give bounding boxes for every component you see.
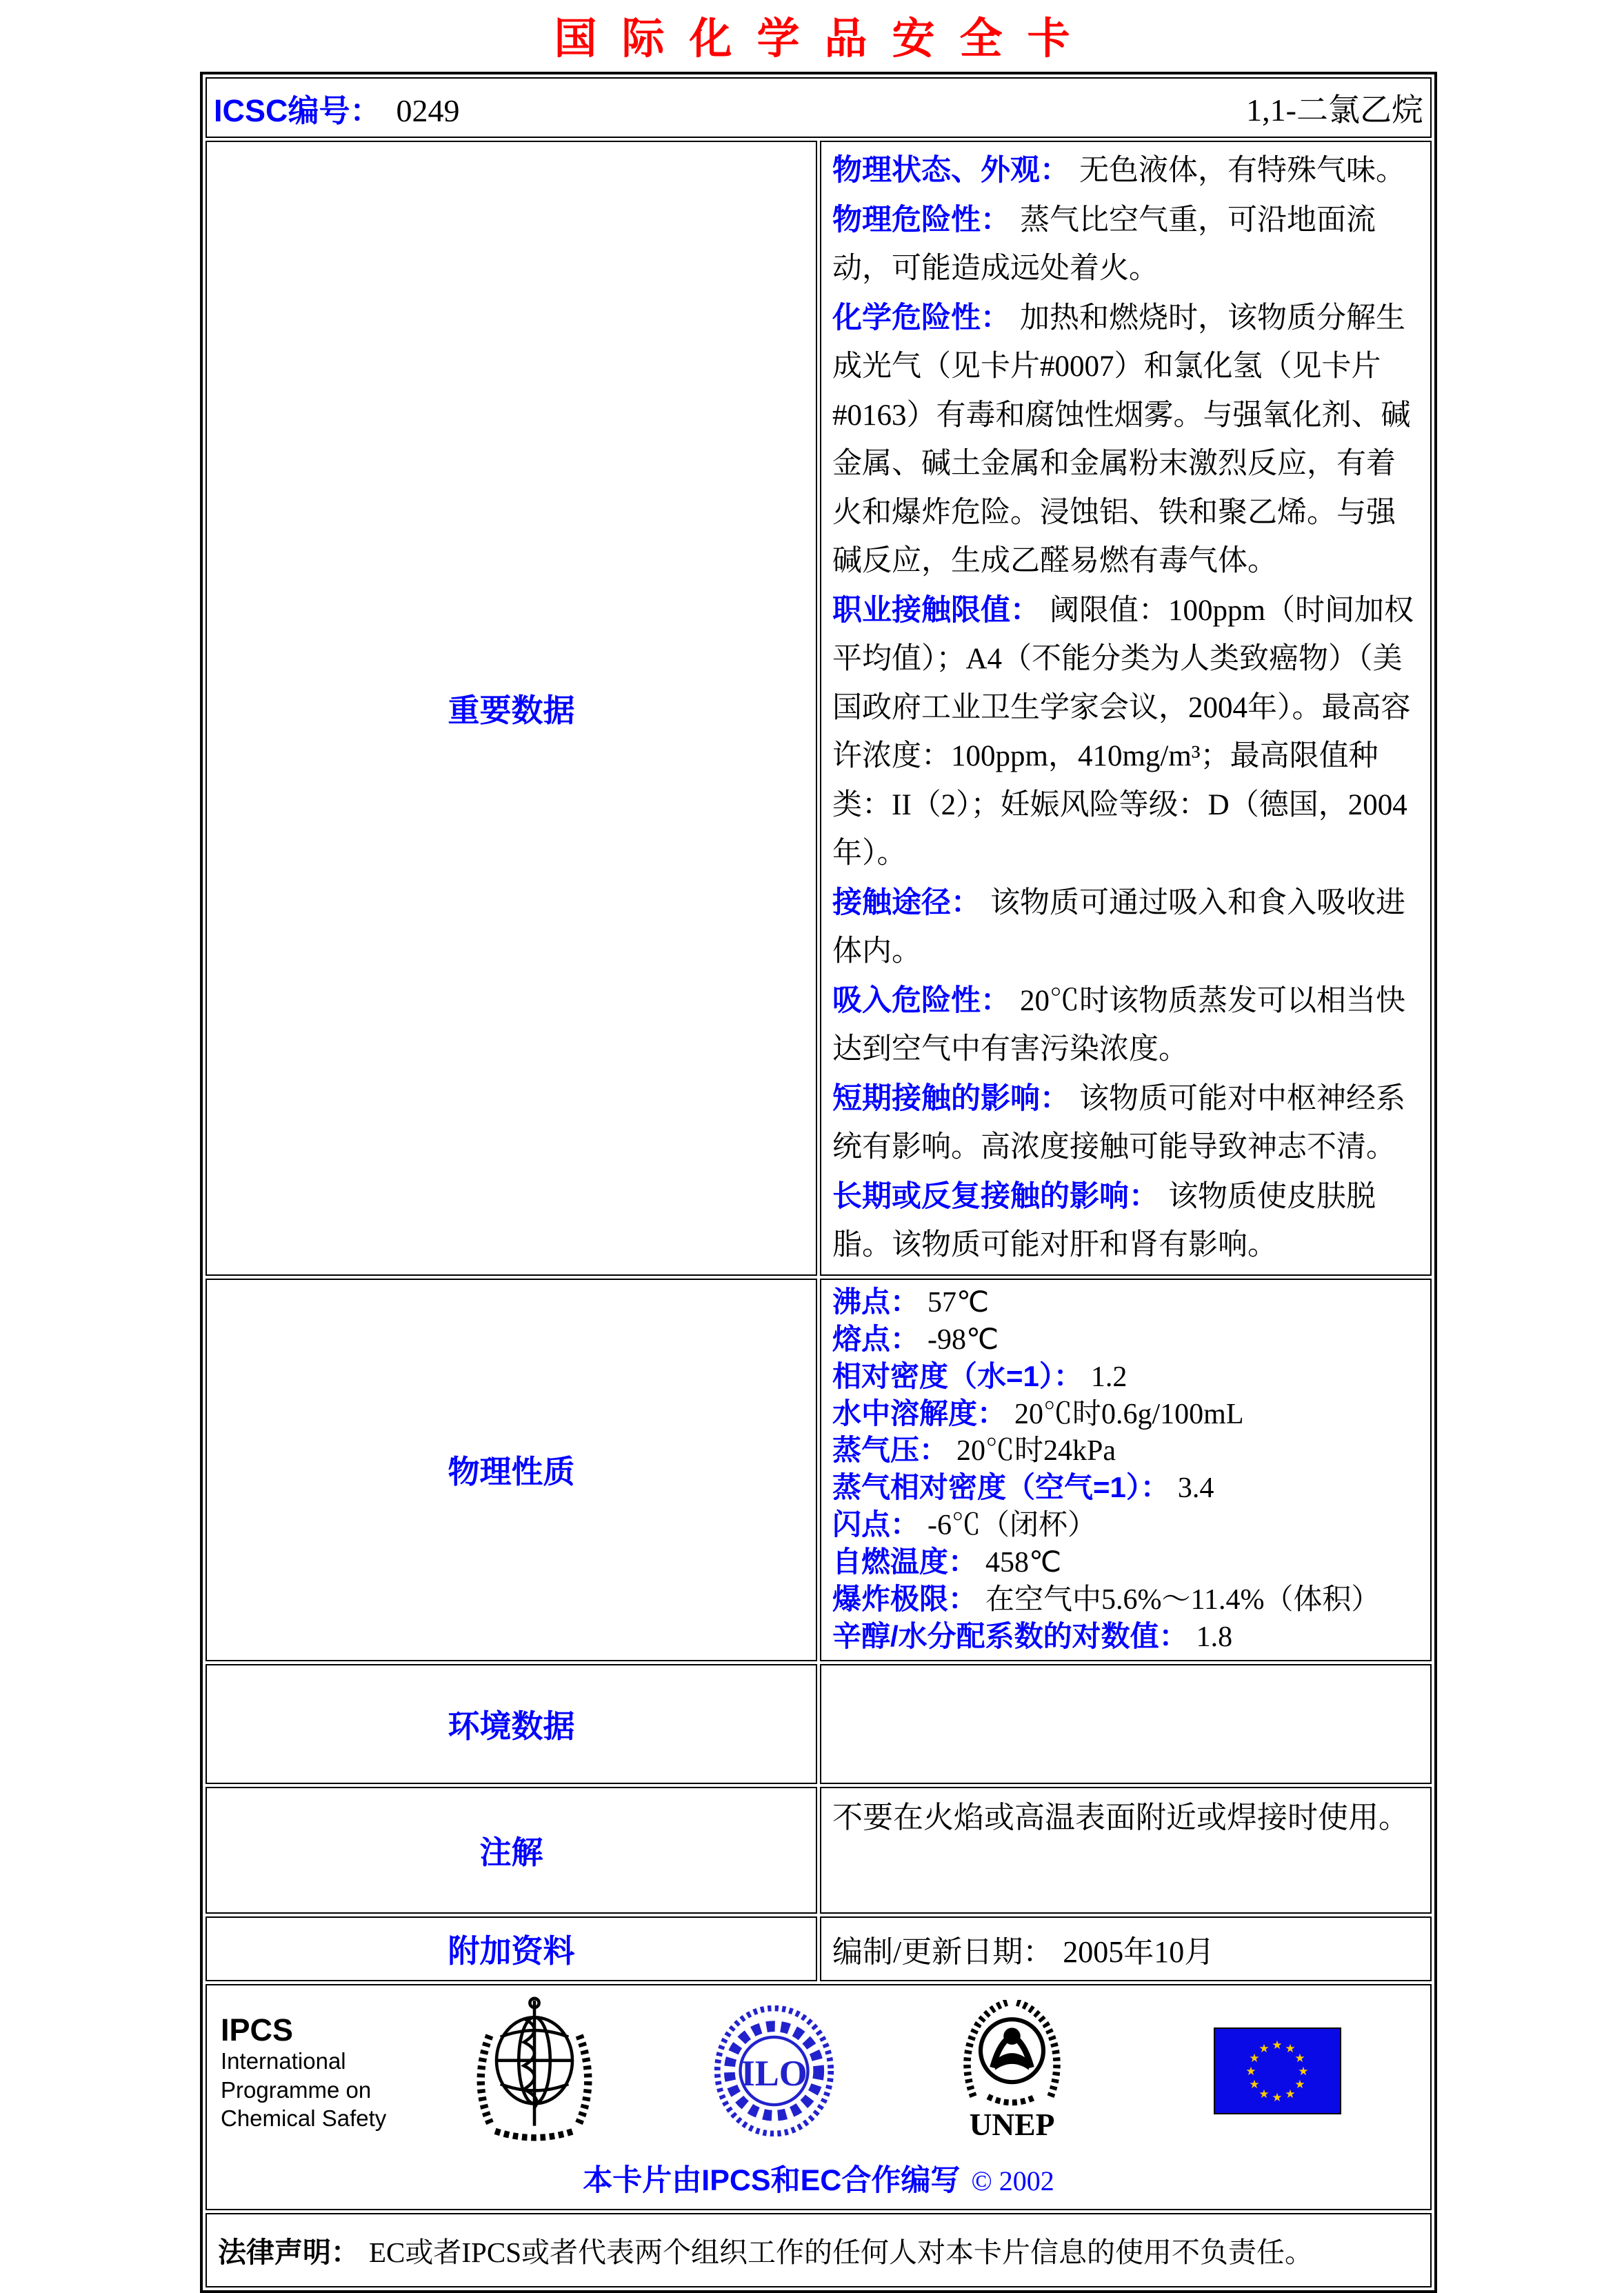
- property-value: 在空气中5.6%～11.4%（体积）: [985, 1584, 1381, 1616]
- item-text: 20℃时该物质蒸发可以相当快达到空气中有害污染浓度。: [832, 984, 1405, 1066]
- svg-text:★: ★: [1259, 2041, 1270, 2055]
- physical-properties-content: [820, 1279, 1432, 1661]
- data-item: [832, 879, 1419, 977]
- data-item: [832, 1074, 1419, 1172]
- property-value: -98℃: [928, 1323, 999, 1356]
- environmental-data-content: [820, 1664, 1432, 1784]
- copyright-text: © 2002: [971, 2165, 1054, 2196]
- icsc-card-table: [200, 72, 1437, 2293]
- item-label: 短期接触的影响：: [832, 1081, 1070, 1115]
- additional-info-content: [820, 1916, 1432, 1981]
- property-item: [832, 1432, 1419, 1470]
- legal-notice-label: 法律声明：: [218, 2236, 359, 2269]
- item-text: 该物质可能对中枢神经系统有影响。高浓度接触可能导致神志不清。: [832, 1082, 1405, 1164]
- property-value: -6℃（闭杯）: [928, 1510, 1097, 1542]
- item-label: 化学危险性：: [832, 301, 1010, 334]
- header-row: [205, 77, 1432, 138]
- notes-row: [205, 1787, 1432, 1914]
- item-text: 该物质可通过吸入和食入吸收进体内。: [832, 886, 1405, 968]
- svg-text:★: ★: [1245, 2064, 1256, 2078]
- ipcs-line-1: International: [221, 2048, 346, 2074]
- update-date-label: 编制/更新日期：: [832, 1934, 1054, 1969]
- icsc-number-group: [214, 86, 460, 130]
- legal-notice-text: EC或者IPCS或者代表两个组织工作的任何人对本卡片信息的使用不负责任。: [369, 2236, 1313, 2269]
- property-label: 闪点：: [832, 1508, 920, 1541]
- property-value: 1.2: [1090, 1361, 1127, 1393]
- item-label: 吸入危险性：: [832, 983, 1010, 1017]
- section-label-physical-properties: 物理性质: [205, 1279, 817, 1661]
- unep-logo-icon: [952, 2000, 1072, 2145]
- data-item: [832, 146, 1419, 196]
- property-item: [832, 1544, 1419, 1581]
- svg-text:★: ★: [1294, 2077, 1305, 2091]
- data-item: [832, 977, 1419, 1074]
- item-text: 阈限值：100ppm（时间加权平均值）；A4（不能分类为人类致癌物）（美国政府工业卫生学家会议，2004年）。最高容许浓度：100ppm，410mg/m³；最高限值种类：II（2）；妊娠风险等级：D（德国，2004年）。: [832, 594, 1414, 870]
- svg-text:★: ★: [1285, 2087, 1296, 2101]
- property-label: 自燃温度：: [832, 1545, 978, 1579]
- section-label-environmental-data: 环境数据: [205, 1664, 817, 1784]
- section-label-notes: 注解: [205, 1787, 817, 1914]
- property-value: 3.4: [1177, 1472, 1214, 1505]
- property-value: 20℃时0.6g/100mL: [1014, 1398, 1244, 1430]
- unep-logo-text: UNEP: [969, 2107, 1055, 2142]
- property-item: [832, 1321, 1419, 1359]
- item-text: 该物质使皮肤脱脂。该物质可能对肝和肾有影响。: [832, 1180, 1376, 1262]
- item-label: 职业接触限值：: [832, 593, 1040, 627]
- svg-text:★: ★: [1298, 2064, 1309, 2078]
- important-data-content: [820, 141, 1432, 1276]
- data-item: [832, 294, 1419, 586]
- property-value: 1.8: [1196, 1621, 1233, 1654]
- section-label-additional-info: 附加资料: [205, 1916, 817, 1981]
- svg-text:★: ★: [1259, 2087, 1270, 2101]
- property-label: 爆炸极限：: [832, 1583, 978, 1616]
- property-label: 蒸气相对密度（空气=1）：: [832, 1471, 1170, 1504]
- update-date-value: 2005年10月: [1063, 1934, 1215, 1969]
- who-logo-icon: [469, 1995, 600, 2150]
- environmental-data-row: [205, 1664, 1432, 1784]
- property-label: 相对密度（水=1）：: [832, 1359, 1083, 1392]
- cooperation-caption-text: 本卡片由IPCS和EC合作编写: [583, 2163, 961, 2197]
- item-label: 物理危险性：: [832, 203, 1010, 237]
- property-label: 蒸气压：: [832, 1434, 949, 1467]
- important-data-row: [205, 141, 1432, 1276]
- additional-info-row: [205, 1916, 1432, 1981]
- property-item: [832, 1359, 1419, 1396]
- svg-text:★: ★: [1272, 2090, 1283, 2104]
- property-item: [832, 1396, 1419, 1433]
- ipcs-line-2: Programme on: [221, 2076, 372, 2103]
- property-item: [832, 1284, 1419, 1321]
- notes-content: 不要在火焰或高温表面附近或焊接时使用。: [820, 1787, 1432, 1914]
- ilo-logo-text: ILO: [741, 2053, 808, 2094]
- property-item: [832, 1470, 1419, 1507]
- svg-text:★: ★: [1249, 2051, 1260, 2065]
- property-value: 458℃: [985, 1547, 1062, 1579]
- item-text: 蒸气比空气重，可沿地面流动，可能造成远处着火。: [832, 203, 1376, 286]
- property-item: [832, 1507, 1419, 1544]
- data-item: [832, 1172, 1419, 1270]
- property-value: 20℃时24kPa: [956, 1435, 1116, 1468]
- data-item: [832, 196, 1419, 294]
- legal-row: [205, 2213, 1432, 2287]
- item-label: 物理状态、外观：: [832, 154, 1070, 187]
- property-value: 57℃: [928, 1286, 990, 1319]
- item-text: 无色液体，有特殊气味。: [1079, 154, 1405, 187]
- property-item: [832, 1581, 1419, 1619]
- ipcs-acronym: IPCS: [221, 2012, 294, 2047]
- icsc-number-label: ICSC编号：: [214, 92, 381, 128]
- item-label: 接触途径：: [832, 885, 981, 919]
- svg-text:★: ★: [1272, 2038, 1283, 2052]
- item-label: 长期或反复接触的影响：: [832, 1179, 1159, 1213]
- physical-properties-row: [205, 1279, 1432, 1661]
- ipcs-text-block: [221, 2013, 428, 2132]
- property-item: [832, 1619, 1419, 1656]
- svg-text:★: ★: [1294, 2051, 1305, 2065]
- icsc-number-value: 0249: [396, 92, 460, 128]
- data-item: [832, 586, 1419, 879]
- ilo-logo-icon: [714, 2005, 834, 2140]
- item-text: 加热和燃烧时，该物质分解生成光气（见卡片#0007）和氯化氢（见卡片#0163）有毒和腐蚀性烟雾。与强氧化剂、碱金属、碱土金属和金属粉末激烈反应，有着火和爆炸危险。浸蚀铝、铁和聚乙烯。与强碱反应，生成乙醛易燃有毒气体。: [832, 301, 1411, 578]
- property-label: 沸点：: [832, 1285, 920, 1318]
- ipcs-line-3: Chemical Safety: [221, 2105, 387, 2131]
- svg-text:★: ★: [1285, 2041, 1296, 2055]
- eu-flag-icon: [1214, 2027, 1341, 2118]
- svg-text:★: ★: [1249, 2077, 1260, 2091]
- page-title: 国际化学品安全卡: [554, 16, 1095, 63]
- property-label: 辛醇/水分配系数的对数值：: [832, 1620, 1188, 1653]
- chemical-name: 1,1-二氯乙烷: [1246, 92, 1423, 128]
- property-label: 水中溶解度：: [832, 1396, 1007, 1430]
- cooperation-caption: [221, 2157, 1416, 2199]
- logos-row: [205, 1984, 1432, 2210]
- property-label: 熔点：: [832, 1322, 920, 1355]
- section-label-important-data: 重要数据: [205, 141, 817, 1276]
